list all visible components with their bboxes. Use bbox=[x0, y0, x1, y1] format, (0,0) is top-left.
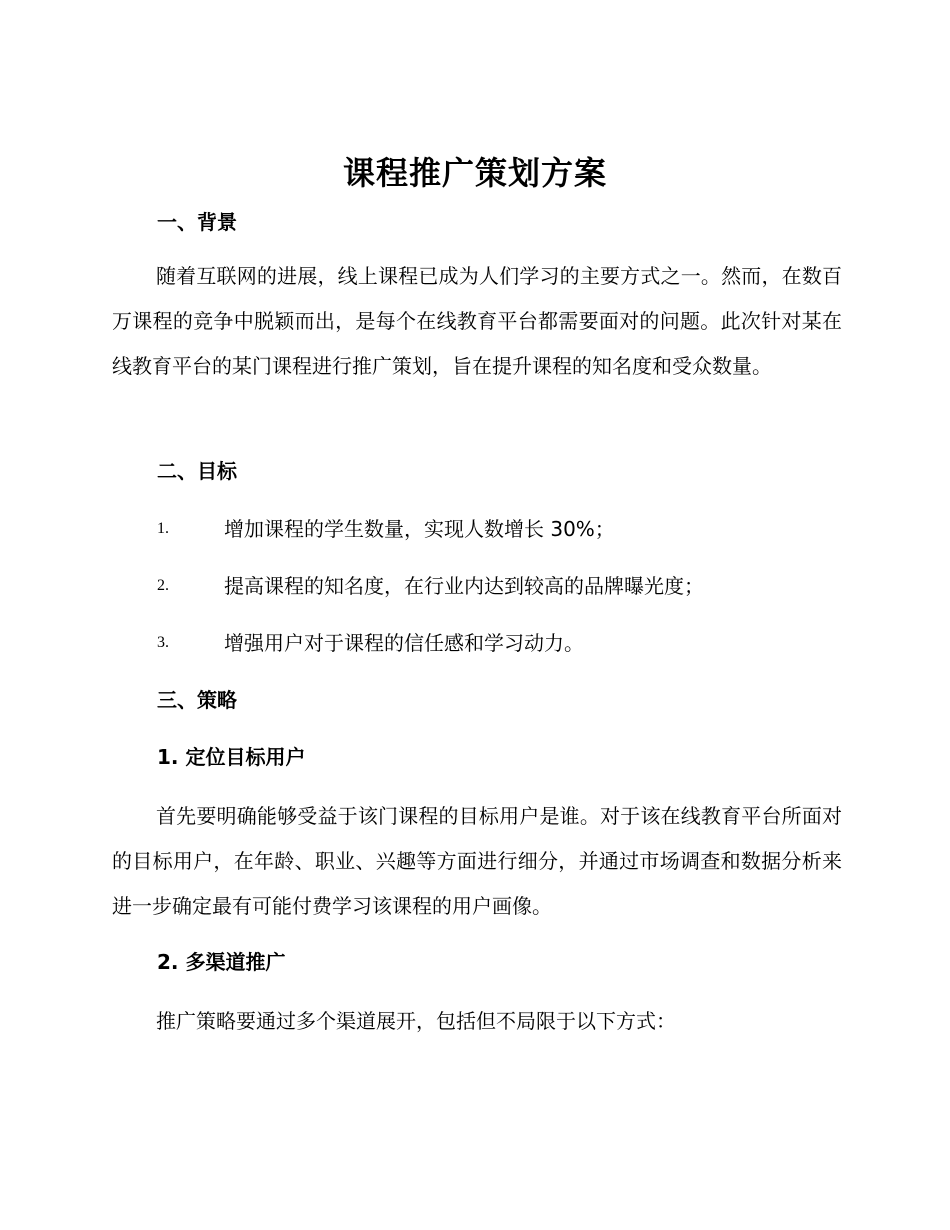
background-paragraph: 随着互联网的进展，线上课程已成为人们学习的主要方式之一。然而，在数百万课程的竞争中脱颖而出，是每个在线教育平台都需要面对的问题。此次针对某在线教育平台的某门课程进行推广策划，旨在提升课程的知名度和受众数量。 bbox=[112, 264, 842, 378]
section-heading-strategy: 三、策略 bbox=[157, 688, 237, 712]
goal-item-3-text: 增强用户对于课程的信任感和学习动力。 bbox=[224, 631, 584, 655]
subheading-target-users: 1. 定位目标用户 bbox=[157, 745, 306, 769]
multi-channel-paragraph: 推广策略要通过多个渠道展开，包括但不局限于以下方式： bbox=[156, 1009, 676, 1033]
target-users-paragraph: 首先要明确能够受益于该门课程的目标用户是谁。对于该在线教育平台所面对的目标用户，在年龄、职业、兴趣等方面进行细分，并通过市场调查和数据分析来进一步确定最有可能付费学习该课程的用户画像。 bbox=[112, 804, 842, 918]
section-heading-goals: 二、目标 bbox=[157, 459, 237, 483]
section-heading-background: 一、背景 bbox=[157, 210, 237, 234]
goal-item-1-text: 增加课程的学生数量，实现人数增长 30%； bbox=[224, 517, 615, 541]
document-title: 课程推广策划方案 bbox=[342, 154, 607, 192]
subheading-multi-channel: 2. 多渠道推广 bbox=[157, 950, 286, 974]
goal-item-1-number: 1. bbox=[157, 520, 169, 537]
goal-item-2-text: 提高课程的知名度，在行业内达到较高的品牌曝光度； bbox=[224, 574, 704, 598]
goal-item-3-number: 3. bbox=[157, 634, 169, 651]
goal-item-2-number: 2. bbox=[157, 577, 169, 594]
